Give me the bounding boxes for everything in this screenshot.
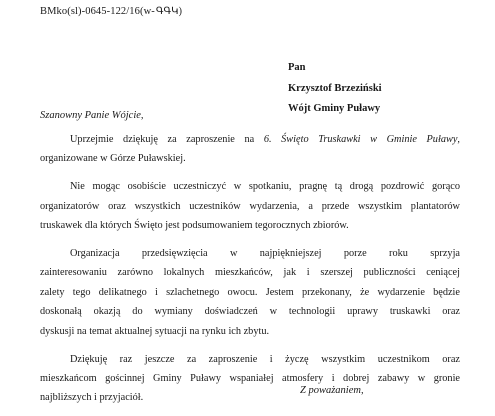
paragraph-line: zalety tego delikatnego i szlachetnego owocu. Jestem przekonany, że wydarzenie będzie xyxy=(40,286,460,298)
salutation: Szanowny Panie Wójcie, xyxy=(40,110,144,121)
recipient-name: Krzysztof Brzeziński xyxy=(288,82,382,94)
paragraph-line: organizowane w Górze Puławskiej. xyxy=(40,153,186,165)
paragraph-line: najbliższych i przyjaciół. xyxy=(40,392,144,404)
text-run: , xyxy=(457,134,460,145)
letter-body xyxy=(40,130,460,416)
recipient-position: Wójt Gminy Puławy xyxy=(288,103,381,114)
closing: Z poważaniem, xyxy=(300,385,364,396)
event-name: 6. Święto Truskawki w Gminie Puławy xyxy=(263,134,458,145)
recipient-title: Pan xyxy=(288,62,306,73)
reference-text: BMko(sl)-0645-122/16(w- xyxy=(40,6,155,17)
paragraph-line: dyskusji na temat aktualnej sytuacji na rynku ich zbytu. xyxy=(40,325,270,337)
paragraph-line: Organizacja przedsięwzięcia w najpiękniejszej porze roku sprzyja xyxy=(70,248,460,260)
paragraph-2 xyxy=(40,177,460,235)
reference-number xyxy=(40,6,182,17)
paragraph-line: organizatorów oraz wszystkich uczestników wydarzenia, a przede wszystkim plantatorów xyxy=(40,200,460,212)
paragraph-line xyxy=(40,130,460,149)
paragraph-3 xyxy=(40,244,460,341)
reference-handwritten-mark: ԳԳԿ) xyxy=(155,6,182,17)
paragraph-line: doskonałą okazją do wymiany doświadczeń w technologii uprawy truskawki oraz xyxy=(40,306,460,318)
paragraph-line: zainteresowaniu zarówno lokalnych mieszkańców, jak i szerszej publiczności ceniącej xyxy=(40,267,460,279)
paragraph-line: mieszkańcom gościnnej Gminy Puławy wspaniałej atmosfery i dobrej zabawy w gronie xyxy=(40,372,460,384)
paragraph-line: truskawek dla których Święto jest podsumowaniem tegorocznych zbiorów. xyxy=(40,220,349,232)
recipient-block xyxy=(288,58,382,120)
paragraph-4 xyxy=(40,350,460,408)
text-run: Uprzejmie dziękuję za zaproszenie na xyxy=(70,134,264,145)
paragraph-line: Dziękuję raz jeszcze za zaproszenie i życzę wszystkim uczestnikom oraz xyxy=(70,353,460,365)
paragraph-line: Nie mogąc osobiście uczestniczyć w spotkaniu, pragnę tą drogą pozdrowić gorąco xyxy=(70,181,460,193)
paragraph-1 xyxy=(40,130,460,169)
